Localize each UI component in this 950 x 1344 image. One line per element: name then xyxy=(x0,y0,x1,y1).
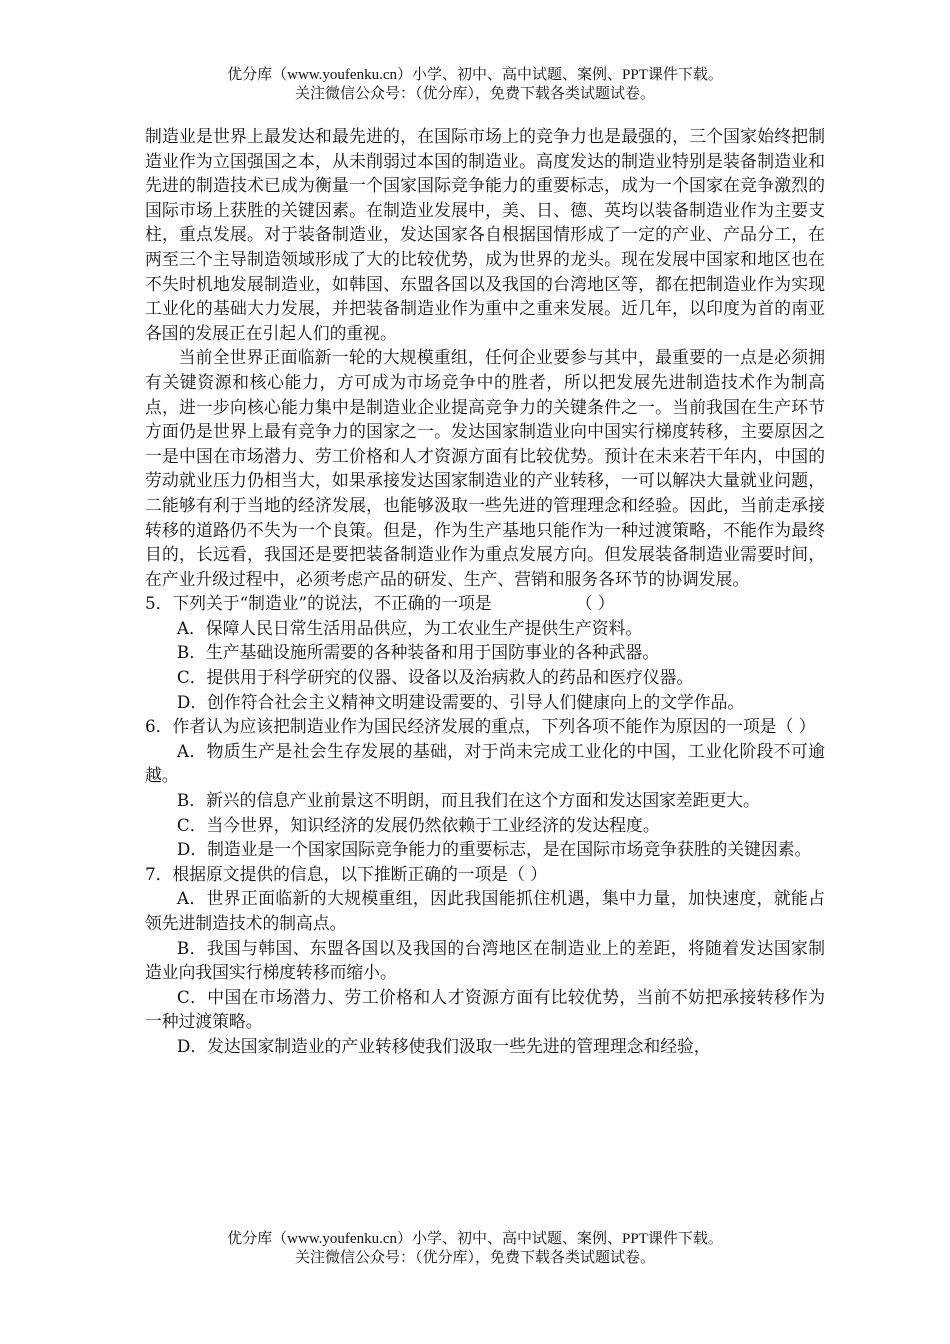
footer-line-2: 关注微信公众号：（优分库），免费下载各类试题试卷。 xyxy=(294,1250,655,1266)
question-5-option-d: D．创作符合社会主义精神文明建设需要的、引导人们健康向上的文学作品。 xyxy=(176,691,745,712)
question-5-text: 5．下列关于“制造业”的说法，不正确的一项是 xyxy=(145,593,492,614)
question-6-option-d: D．制造业是一个国家国际竞争能力的重要标志，是在国际市场竞争获胜的关键因素。 xyxy=(176,839,812,860)
passage-paragraph-2: 当前全世界正面临新一轮的大规模重组，任何企业要参与其中，最重要的一点是必须拥有关键资源和核心能力，方可成为市场竞争中的胜者，所以把发展先进制造技术作为制高点，进一步向核心能力集中是制造业企业提高竞争力的关键条件之一。当前我国在生产环节方面仍是世界上最有竞争力的国家之一。发达国家制造业向中国实行梯度转移，主要原因之一是中国在市场潜力、劳工价格和人才资源方面有比较优势。预计在未来若干年内，中国的劳动就业压力仍相当大，如果承接发达国家制造业的产业转移，一可以解决大量就业问题，二能够有利于当地的经济发展，也能够汲取一些先进的管理理念和经验。因此，当前走承接转移的道路仍不失为一个良策。但是，作为生产基地只能作为一种过渡策略，不能作为最终目的，长远看，我国还是要把装备制造业作为重点发展方向。但发展装备制造业需要时间，在产业升级过程中，必须考虑产品的研发、生产、营销和服务各环节的协调发展。 xyxy=(145,347,825,589)
question-6-option-c: C．当今世界，知识经济的发展仍然依赖于工业经济的发达程度。 xyxy=(176,814,660,835)
document-body xyxy=(145,124,825,1059)
passage-paragraph-1: 制造业是世界上最发达和最先进的，在国际市场上的竞争力也是最强的，三个国家始终把制造业作为立国强国之本，从未削弱过本国的制造业。高度发达的制造业特别是装备制造业和先进的制造技术已成为衡量一个国家国际竞争能力的重要标志，成为一个国家在竞争激烈的国际市场上获胜的关键因素。在制造业发展中，美、日、德、英均以装备制造业作为主要支柱，重点发展。对于装备制造业，发达国家各自根据国情形成了一定的产业、产品分工，在两至三个主导制造领域形成了大的比较优势，成为世界的龙头。现在发展中国家和地区也在不失时机地发展制造业，如韩国、东盟各国以及我国的台湾地区等，都在把制造业作为实现工业化的基础大力发展，并把装备制造业作为重中之重来发展。近几年，以印度为首的南亚各国的发展正在引起人们的重视。 xyxy=(145,126,825,343)
question-5-option-c: C．提供用于科学研究的仪器、设备以及治病救人的药品和医疗仪器。 xyxy=(176,667,694,688)
question-5-option-b: B．生产基础设施所需要的各种装备和用于国防事业的各种武器。 xyxy=(176,642,660,663)
page-header xyxy=(0,66,950,104)
question-7-option-b: B．我国与韩国、东盟各国以及我国的台湾地区在制造业上的差距，将随着发达国家制造业向我国实行梯度转移而缩小。 xyxy=(145,937,825,983)
question-6-stem: 6．作者认为应该把制造业作为国民经济发展的重点，下列各项不能作为原因的一项是（ ） xyxy=(145,716,816,737)
question-5-answer-blank: （ ） xyxy=(575,593,615,614)
question-7-stem: 7．根据原文提供的信息，以下推断正确的一项是（ ） xyxy=(145,863,547,884)
question-7-option-d: D．发达国家制造业的产业转移使我们汲取一些先进的管理理念和经验， xyxy=(176,1035,711,1056)
question-7-option-c: C．中国在市场潜力、劳工价格和人才资源方面有比较优势，当前不妨把承接转移作为一种过渡策略。 xyxy=(145,986,825,1032)
question-5-option-a: A．保障人民日常生活用品供应，为工农业生产提供生产资料。 xyxy=(176,617,643,638)
page-footer xyxy=(0,1230,950,1268)
question-5-stem xyxy=(145,591,825,616)
header-line-2: 关注微信公众号：（优分库），免费下载各类试题试卷。 xyxy=(294,86,655,102)
question-6-option-a: A．物质生产是社会生存发展的基础，对于尚未完成工业化的中国，工业化阶段不可逾越。 xyxy=(145,740,825,786)
question-7-option-a: A．世界正面临新的大规模重组，因此我国能抓住机遇，集中力量，加快速度，就能占领先进制造技术的制高点。 xyxy=(145,888,825,933)
footer-line-1: 优分库（www.youfenku.cn）小学、初中、高中试题、案例、PPT课件下载。 xyxy=(227,1231,723,1247)
question-6-option-b: B．新兴的信息产业前景这不明朗，而且我们在这个方面和发达国家差距更大。 xyxy=(176,790,760,811)
header-line-1: 优分库（www.youfenku.cn）小学、初中、高中试题、案例、PPT课件下载。 xyxy=(227,67,723,83)
